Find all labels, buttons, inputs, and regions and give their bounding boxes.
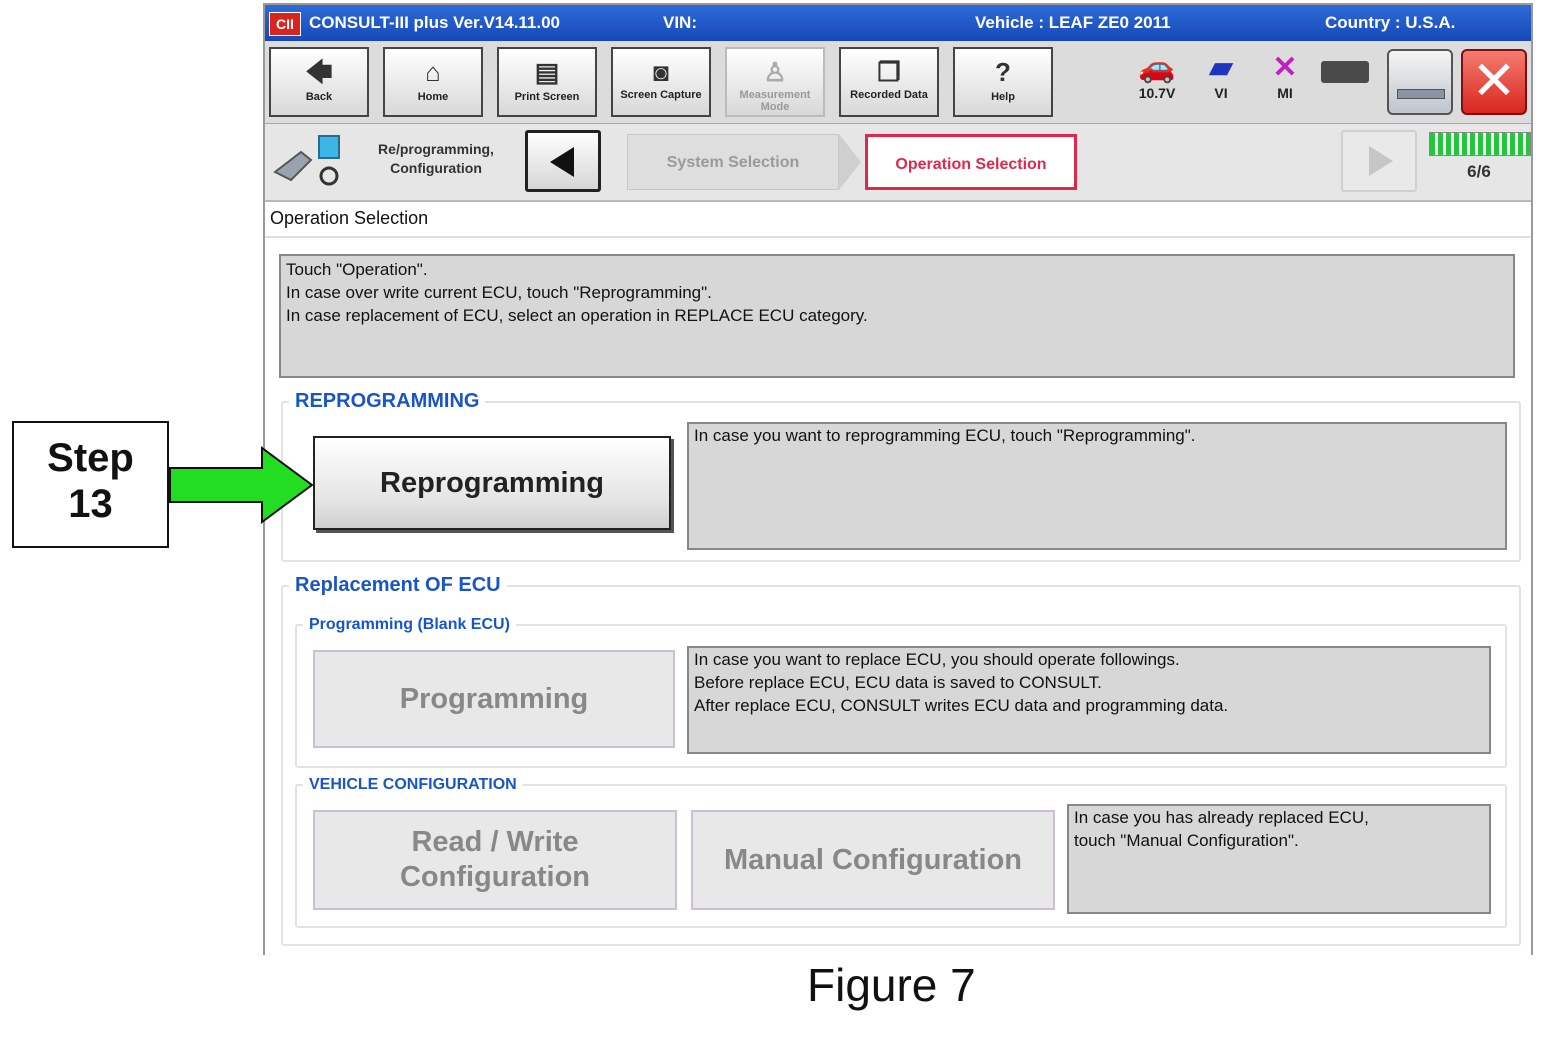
left-arrow-icon <box>550 147 574 177</box>
read-write-configuration-button[interactable] <box>313 810 677 910</box>
printer-icon: ▤ <box>534 57 560 87</box>
nav-back-button[interactable] <box>525 130 601 192</box>
print-screen-button[interactable] <box>497 47 597 117</box>
reprogramming-description <box>687 422 1507 550</box>
car-icon: 🚗 <box>1138 51 1176 84</box>
instruction-line: In case replacement of ECU, select an operation in REPLACE ECU category. <box>286 306 868 325</box>
vehicle-label: Vehicle : LEAF ZE0 2011 <box>975 13 1171 32</box>
mi-x-icon: ✕ <box>1272 51 1298 84</box>
step-chevron-icon <box>839 134 861 190</box>
right-arrow-icon <box>1369 146 1393 176</box>
help-button[interactable] <box>953 47 1053 117</box>
print-label: Print Screen <box>514 91 580 103</box>
read-write-label-line1: Read / Write <box>411 826 579 858</box>
minimize-button[interactable] <box>1387 49 1453 115</box>
description-line: touch "Manual Configuration". <box>1074 831 1299 850</box>
voltage-value: 10.7V <box>1138 85 1176 101</box>
replacement-legend: Replacement OF ECU <box>295 574 501 596</box>
step-system-selection[interactable]: System Selection <box>627 134 839 190</box>
programming-legend: Programming (Blank ECU) <box>309 616 510 633</box>
back-label: Back <box>305 91 333 103</box>
step-number: 13 <box>68 482 113 526</box>
home-label: Home <box>417 91 449 103</box>
step-operation-selection[interactable]: Operation Selection <box>865 134 1077 190</box>
measurement-label: Measurement Mode <box>739 89 811 113</box>
mi-status <box>1255 51 1315 101</box>
description-line: In case you has already replaced ECU, <box>1074 808 1369 827</box>
measurement-icon: ♙ <box>763 57 787 87</box>
toolbar <box>265 41 1531 124</box>
battery-voltage-status <box>1127 51 1187 101</box>
description-line: In case you want to replace ECU, you should operate followings. <box>694 650 1180 669</box>
screen-capture-button[interactable] <box>611 47 711 117</box>
programming-button[interactable]: Programming <box>313 650 675 748</box>
programming-description <box>687 646 1491 754</box>
recorded-data-button[interactable] <box>839 47 939 117</box>
home-icon: ⌂ <box>425 57 441 87</box>
camera-icon: ◙ <box>653 57 669 87</box>
description-line: After replace ECU, CONSULT writes ECU data and programming data. <box>694 696 1229 715</box>
read-write-label-line2: Configuration <box>399 861 591 893</box>
vin-label: VIN: <box>663 13 697 32</box>
instruction-box <box>279 254 1515 378</box>
vi-icon: ▰ <box>1209 51 1233 84</box>
minimize-icon <box>1397 89 1445 99</box>
step-label: Step <box>47 436 134 480</box>
instruction-line: In case over write current ECU, touch "Reprogramming". <box>286 283 712 302</box>
help-icon: ? <box>995 57 1011 87</box>
progress-bar <box>1429 132 1531 156</box>
description-line: In case you want to reprogramming ECU, touch "Reprogramming". <box>694 426 1196 445</box>
capture-label: Screen Capture <box>620 89 702 101</box>
description-line: Before replace ECU, ECU data is saved to CONSULT. <box>694 673 1102 692</box>
instruction-line: Touch "Operation". <box>286 260 428 279</box>
navigation-bar <box>265 124 1531 202</box>
recorded-label: Recorded Data <box>850 89 928 101</box>
reprogramming-section-icon <box>271 132 347 188</box>
close-button[interactable] <box>1461 49 1527 115</box>
consult-logo-icon: CII <box>269 12 301 36</box>
mi-label: MI <box>1277 85 1293 101</box>
reprogramming-button[interactable]: Reprogramming <box>313 436 671 530</box>
back-arrow-icon: 🡄 <box>305 57 333 87</box>
help-label: Help <box>991 91 1015 103</box>
section-label: Re/programming, Configuration <box>378 141 494 176</box>
progress-count: 6/6 <box>1467 162 1491 181</box>
title-divider <box>265 236 1531 238</box>
title-bar <box>265 5 1531 41</box>
country-label: Country : U.S.A. <box>1325 13 1456 32</box>
page-title: Operation Selection <box>270 208 429 228</box>
manual-configuration-button[interactable]: Manual Configuration <box>691 810 1055 910</box>
vehicle-configuration-legend: VEHICLE CONFIGURATION <box>309 776 517 793</box>
reprogramming-legend: REPROGRAMMING <box>295 390 480 412</box>
recorded-data-icon: ❐ <box>877 57 901 87</box>
consult-window <box>263 3 1533 955</box>
nav-forward-button[interactable] <box>1341 130 1417 192</box>
vehicle-configuration-description <box>1067 804 1491 914</box>
measurement-mode-button[interactable] <box>725 47 825 117</box>
main-content <box>265 202 1531 955</box>
home-button[interactable] <box>383 47 483 117</box>
step-callout <box>12 421 169 548</box>
connector-icon <box>1321 61 1369 83</box>
close-icon: ✕ <box>1471 51 1517 111</box>
back-button[interactable] <box>269 47 369 117</box>
vi-label: VI <box>1214 85 1228 101</box>
figure-caption: Figure 7 <box>807 959 976 1011</box>
green-arrow-icon <box>168 446 316 524</box>
vi-status <box>1191 51 1251 101</box>
app-title: CONSULT-III plus Ver.V14.11.00 <box>309 13 561 32</box>
